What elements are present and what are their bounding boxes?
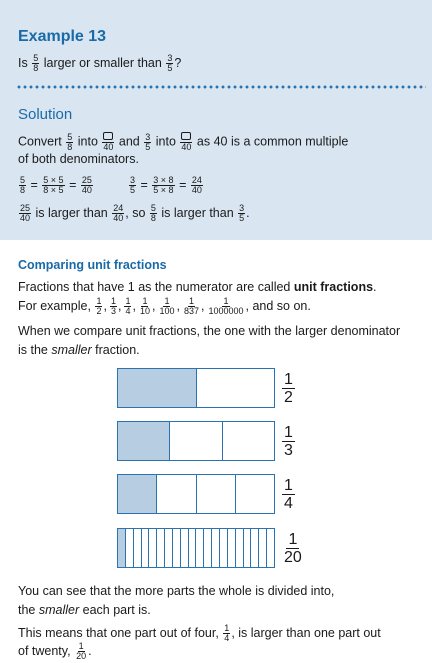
box-placeholder-icon [181,132,191,140]
solution-title: Solution [18,106,73,123]
solution-conclusion: $\frac{25}{40}$ is larger than $\frac{24}{40}$ , so $\frac{5}{8}$ is larger than $\frac{3}{5}$ . [20,203,250,223]
bar-fraction-label: $\frac{1}{2}$ [284,371,293,406]
bar-part [189,529,197,567]
bar-fraction-label: $\frac{1}{3}$ [284,424,293,459]
unit-fraction: $\frac{1}{3}$ [110,296,116,316]
paragraph-6: the smaller each part is. [18,603,151,617]
box-placeholder-icon [103,132,113,140]
example-panel [0,0,432,240]
solution-line-2: of both denominators. [18,152,139,166]
solution-line-1: Convert $\frac{5}{8}$ into 40 and $\frac{3}{5}$ into 40 as 40 is a common multiple [18,131,349,152]
bar-part [228,529,236,567]
bar-part [244,529,252,567]
bar-part [134,529,142,567]
unit-fraction: $\frac{1}{1000000}$ [208,296,244,316]
bar-part [157,529,165,567]
paragraph-7: This means that one part out of four, $\frac{1}{4}$ , is larger than one part out [18,623,381,643]
unit-fraction: $\frac{1}{10}$ [139,296,150,316]
bar-part [223,422,274,460]
shaded-part [118,422,170,460]
fraction: $\frac{5}{8}$ [33,53,39,73]
unit-fraction: $\frac{1}{2}$ [96,296,102,316]
bar-part [220,529,228,567]
bar-part [259,529,267,567]
paragraph-4: is the smaller fraction. [18,343,140,357]
shaded-part [118,529,126,567]
paragraph-3: When we compare unit fractions, the one with the larger denominator [18,324,401,338]
bar-part [212,529,220,567]
paragraph-5: You can see that the more parts the whole is divided into, [18,584,335,598]
bar-part [197,475,236,513]
unit-fraction: $\frac{1}{100}$ [159,296,175,316]
shaded-part [118,475,157,513]
fraction: $\frac{3}{5}$ [145,131,151,152]
bar-part [126,529,134,567]
calc-right: $\frac{3}{5}$ = $\frac{3 \times 8}{5 \times 8}$ = $\frac{24}{40}$ [130,175,202,195]
bar-fraction-label: $\frac{1}{20}$ [284,531,302,566]
fraction-bar [117,528,275,568]
fraction-placeholder: 40 [180,132,192,152]
bar-part [204,529,212,567]
example-title: Example 13 [18,28,107,45]
bar-part [170,422,222,460]
bar-part [157,475,196,513]
unit-fraction: $\frac{1}{837}$ [183,296,199,316]
fraction-bar [117,474,275,514]
calc-left: $\frac{5}{8}$ = $\frac{5 \times 5}{8 \times 5}$ = $\frac{25}{40}$ [20,175,92,195]
fraction: $\frac{3}{5}$ [167,53,173,73]
dotted-divider [16,85,426,89]
bar-part [251,529,259,567]
bar-part [196,529,204,567]
unit-fraction: $\frac{1}{4}$ [125,296,131,316]
unit-fraction-examples: $\frac{1}{2}$ , $\frac{1}{3}$ , $\frac{1}{4}$ , $\frac{1}{10}$ , $\frac{1}{100}$ , $\frac{1}{837}$ , $\frac{1}{1000000}$ [96,296,244,316]
bar-part [142,529,150,567]
bar-part [236,475,274,513]
paragraph-8: of twenty, $\frac{1}{20}$ . [18,641,92,661]
bar-part [236,529,244,567]
bar-part [173,529,181,567]
bar-part [267,529,274,567]
section-title: Comparing unit fractions [18,258,167,272]
fraction-bar [117,421,275,461]
bar-fraction-label: $\frac{1}{4}$ [284,477,293,512]
bar-part [165,529,173,567]
fraction-bar [117,368,275,408]
shaded-part [118,369,197,407]
bar-part [149,529,157,567]
example-question: Is $\frac{5}{8}$ larger or smaller than $\frac{3}{5}$ ? [18,53,182,73]
paragraph-2: For example, $\frac{1}{2}$ , $\frac{1}{3}$ , $\frac{1}{4}$ , $\frac{1}{10}$ , $\frac{1}{100}$ , $\frac{1}{837}$ , $\frac{1}{1000000}$ , and so on. [18,296,311,316]
bar-part [181,529,189,567]
bar-part [197,369,275,407]
paragraph-1: Fractions that have 1 as the numerator are called unit fractions. [18,280,377,294]
fraction: $\frac{5}{8}$ [67,131,73,152]
fraction-placeholder: 40 [102,132,114,152]
